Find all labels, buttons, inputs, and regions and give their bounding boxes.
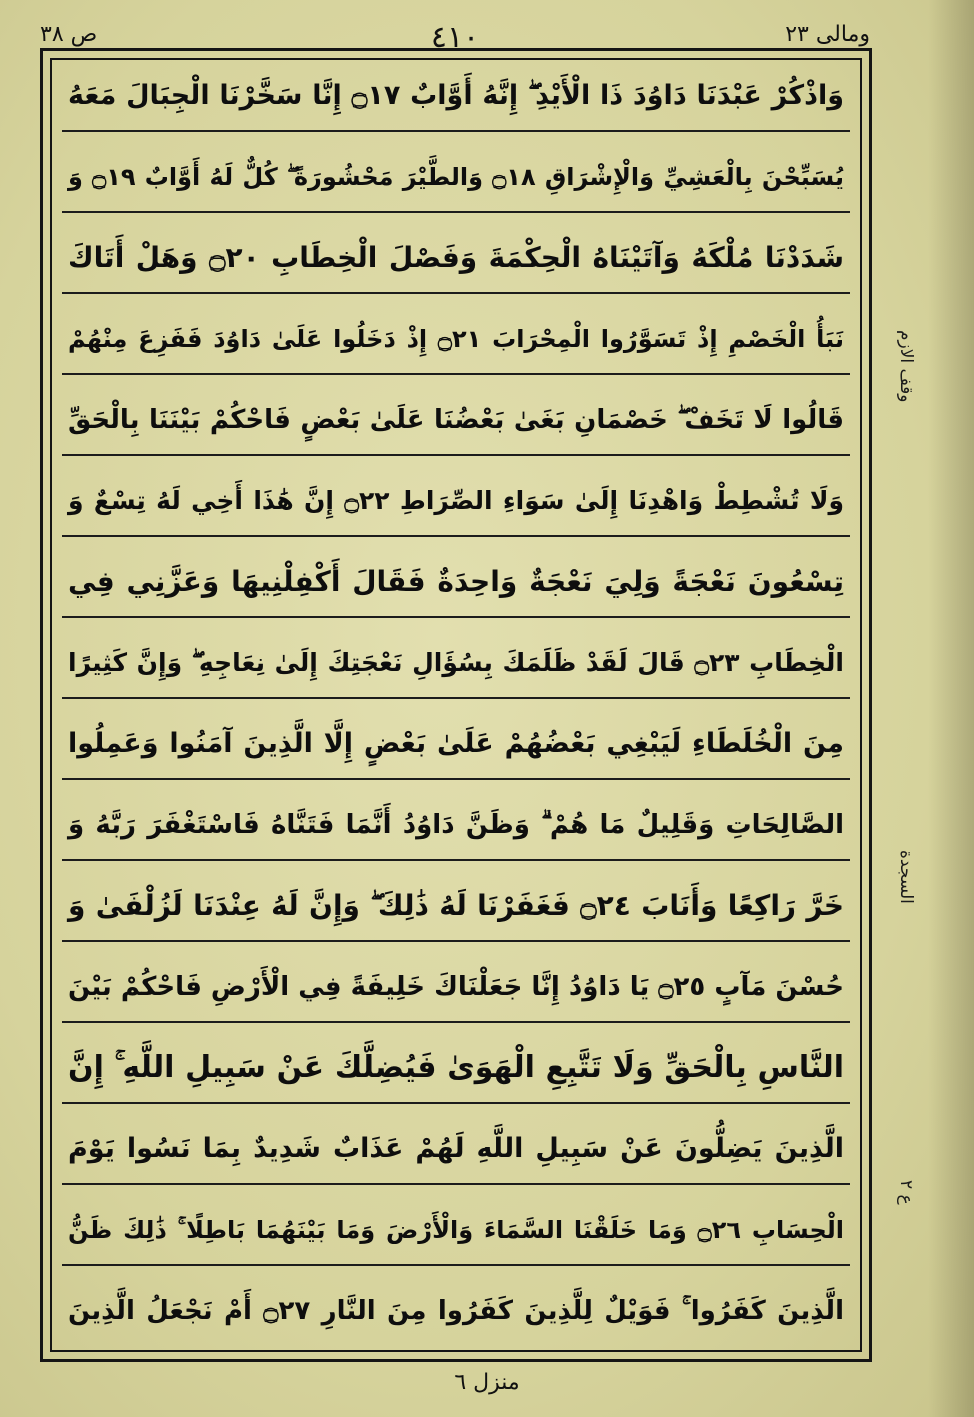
- waqf-margin-note: وقف الازم: [896, 330, 916, 403]
- verse-line: قَالُوا لَا تَخَفْ ۖ خَصْمَانِ بَغَىٰ بَعْضُنَا عَلَىٰ بَعْضٍ فَاحْكُمْ بَيْنَنَا بِالْحَقِّ: [62, 384, 850, 456]
- verse-lines: [52, 60, 860, 1350]
- book-gutter-shadow: [928, 0, 974, 1417]
- verse-line: وَاذْكُرْ عَبْدَنَا دَاوُدَ ذَا الْأَيْدِ ۖ إِنَّهُ أَوَّابٌ ۝١٧ إِنَّا سَخَّرْنَا الْجِبَالَ مَعَهُ: [62, 60, 850, 132]
- verse-line: النَّاسِ بِالْحَقِّ وَلَا تَتَّبِعِ الْهَوَىٰ فَيُضِلَّكَ عَنْ سَبِيلِ اللَّهِ ۚ إِنَّ: [62, 1032, 850, 1104]
- verse-line: مِنَ الْخُلَطَاءِ لَيَبْغِي بَعْضُهُمْ عَلَىٰ بَعْضٍ إِلَّا الَّذِينَ آمَنُوا وَعَمِلُوا: [62, 708, 850, 780]
- surah-label: ص ۳۸: [40, 22, 98, 47]
- verse-line: الصَّالِحَاتِ وَقَلِيلٌ مَا هُمْ ۗ وَظَنَّ دَاوُدُ أَنَّمَا فَتَنَّاهُ فَاسْتَغْفَرَ رَبَّهُ وَ: [62, 789, 850, 861]
- verse-line: تِسْعُونَ نَعْجَةً وَلِيَ نَعْجَةٌ وَاحِدَةٌ فَقَالَ أَكْفِلْنِيهَا وَعَزَّنِي فِي: [62, 546, 850, 618]
- sajda-margin-note: السجدة: [896, 850, 916, 904]
- verse-line: وَلَا تُشْطِطْ وَاهْدِنَا إِلَىٰ سَوَاءِ الصِّرَاطِ ۝٢٢ إِنَّ هَٰذَا أَخِي لَهُ تِسْعٌ وَ: [62, 465, 850, 537]
- ruku-margin-note: ع ۲: [896, 1180, 916, 1205]
- text-frame: [40, 48, 872, 1362]
- page-number: ٤١٠: [430, 20, 480, 55]
- verse-line: الْخِطَابِ ۝٢٣ قَالَ لَقَدْ ظَلَمَكَ بِسُؤَالِ نَعْجَتِكَ إِلَىٰ نِعَاجِهِ ۖ وَإِنَّ كَثِيرًا: [62, 627, 850, 699]
- verse-line: حُسْنَ مَآبٍ ۝٢٥ يَا دَاوُدُ إِنَّا جَعَلْنَاكَ خَلِيفَةً فِي الْأَرْضِ فَاحْكُمْ بَيْنَ: [62, 951, 850, 1023]
- text-frame-inner: [50, 58, 862, 1352]
- verse-line: الَّذِينَ يَضِلُّونَ عَنْ سَبِيلِ اللَّهِ لَهُمْ عَذَابٌ شَدِيدٌ بِمَا نَسُوا يَوْمَ: [62, 1113, 850, 1185]
- manzil-footer: منزل ٦: [454, 1370, 520, 1395]
- juz-label: ومالی ۲۳: [785, 22, 870, 47]
- verse-line: خَرَّ رَاكِعًا وَأَنَابَ ۝٢٤ فَغَفَرْنَا لَهُ ذَٰلِكَ ۖ وَإِنَّ لَهُ عِنْدَنَا لَزُلْفَىٰ وَ: [62, 870, 850, 942]
- verse-line: الْحِسَابِ ۝٢٦ وَمَا خَلَقْنَا السَّمَاءَ وَالْأَرْضَ وَمَا بَيْنَهُمَا بَاطِلًا ۚ ذَٰلِكَ ظَنُّ: [62, 1194, 850, 1266]
- verse-line: نَبَأُ الْخَصْمِ إِذْ تَسَوَّرُوا الْمِحْرَابَ ۝٢١ إِذْ دَخَلُوا عَلَىٰ دَاوُدَ فَفَزِعَ مِنْهُمْ: [62, 303, 850, 375]
- verse-line: يُسَبِّحْنَ بِالْعَشِيِّ وَالْإِشْرَاقِ ۝١٨ وَالطَّيْرَ مَحْشُورَةً ۖ كُلٌّ لَهُ أَوَّابٌ ۝١٩ وَ: [62, 141, 850, 213]
- verse-line: الَّذِينَ كَفَرُوا ۚ فَوَيْلٌ لِلَّذِينَ كَفَرُوا مِنَ النَّارِ ۝٢٧ أَمْ نَجْعَلُ الَّذِينَ: [68, 1296, 844, 1326]
- verse-line: شَدَدْنَا مُلْكَهُ وَآتَيْنَاهُ الْحِكْمَةَ وَفَصْلَ الْخِطَابِ ۝٢٠ وَهَلْ أَتَاكَ: [62, 222, 850, 294]
